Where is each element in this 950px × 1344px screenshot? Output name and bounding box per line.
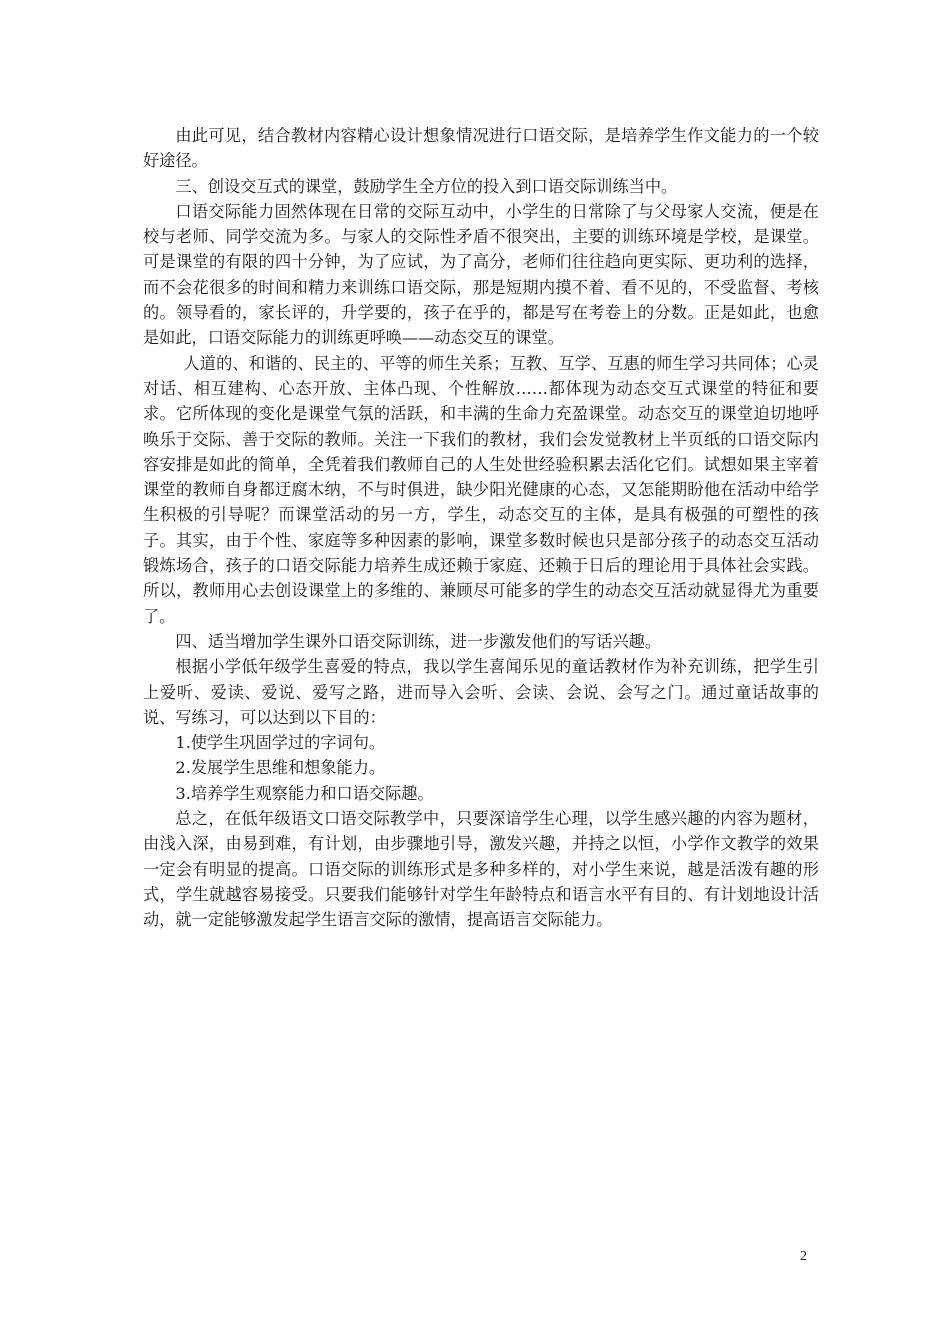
paragraph-conclusion-imagination: 由此可见，结合教材内容精心设计想象情况进行口语交际，是培养学生作文能力的一个较好途径。 — [143, 126, 819, 171]
paragraph-dynamic-classroom: 人道的、和谐的、民主的、平等的师生关系；互教、互学、互惠的师生学习共同体；心灵对话、相互建构、心态开放、主体凸现、个性解放……都体现为动态交互式课堂的特征和要求。它所体现的变化是课堂气氛的活跃，和丰满的生命力充盈课堂。动态交互的课堂迫切地呼唤乐于交际、善于交际的教师。关注一下我们的教材，我们会发觉教材上半页纸的口语交际内容安排是如此的简单，全凭着我们教师自己的人生处世经验积累去活化它们。试想如果主宰着课堂的教师自身都迂腐木纳，不与时俱进，缺少阳光健康的心态，又怎能期盼他在活动中给学生积极的引导呢？而课堂活动的另一方，学生，动态交互的主体，是具有极强的可塑性的孩子。其实，由于个性、家庭等多种因素的影响，课堂多数时候也只是部分孩子的动态交互活动锻炼场合，孩子的口语交际能力培养生成还赖于家庭、还赖于日后的理论用于具体社会实践。所以，教师用心去创设课堂上的多维的、兼顾尽可能多的学生的动态交互活动就显得尤为重要了。 — [143, 353, 819, 626]
section-heading-four: 四、适当增加学生课外口语交际训练，进一步激发他们的写话兴趣。 — [175, 631, 662, 651]
paragraph-daily-communication: 口语交际能力固然体现在日常的交际互动中，小学生的日常除了与父母家人交流，便是在校与老师、同学交流为多。与家人的交际性矛盾不很突出，主要的训练环境是学校，是课堂。可是课堂的有限的四十分钟，为了应试，为了高分，老师们往往趋向更实际、更功利的选择，而不会花很多的时间和精力来训练口语交际，那是短期内摸不着、看不见的，不受监督、考核的。领导看的，家长评的，升学要的，孩子在乎的，都是写在考卷上的分数。正是如此，也愈是如此，口语交际能力的训练更呼唤——动态交互的课堂。 — [143, 201, 819, 348]
document-body — [143, 123, 819, 933]
page-number: 2 — [800, 1249, 807, 1264]
section-heading-three: 三、创设交互式的课堂，鼓励学生全方位的投入到口语交际训练当中。 — [175, 176, 678, 196]
paragraph-summary: 总之，在低年级语文口语交际教学中，只要深谙学生心理，以学生感兴趣的内容为题材，由浅入深，由易到难，有计划，由步骤地引导，激发兴趣，并持之以恒，小学作文教学的效果一定会有明显的提高。口语交际的训练形式是多种多样的，对小学生来说，越是活泼有趣的形式，学生就越容易接受。只要我们能够针对学生年龄特点和语言水平有目的、有计划地设计活动，就一定能够激发起学生语言交际的激情，提高语言交际能力。 — [143, 809, 819, 930]
list-item-goal-3: 3.培养学生观察能力和口语交际趣。 — [175, 783, 434, 803]
list-item-goal-2: 2.发展学生思维和想象能力。 — [175, 758, 386, 778]
paragraph-fairy-tale-training: 根据小学低年级学生喜爱的特点，我以学生喜闻乐见的童话教材作为补充训练，把学生引上爱听、爱读、爱说、爱写之路，进而导入会听、会读、会说、会写之门。通过童话故事的说、写练习，可以达到以下目的： — [143, 657, 819, 727]
list-item-goal-1: 1.使学生巩固学过的字词句。 — [175, 733, 386, 753]
